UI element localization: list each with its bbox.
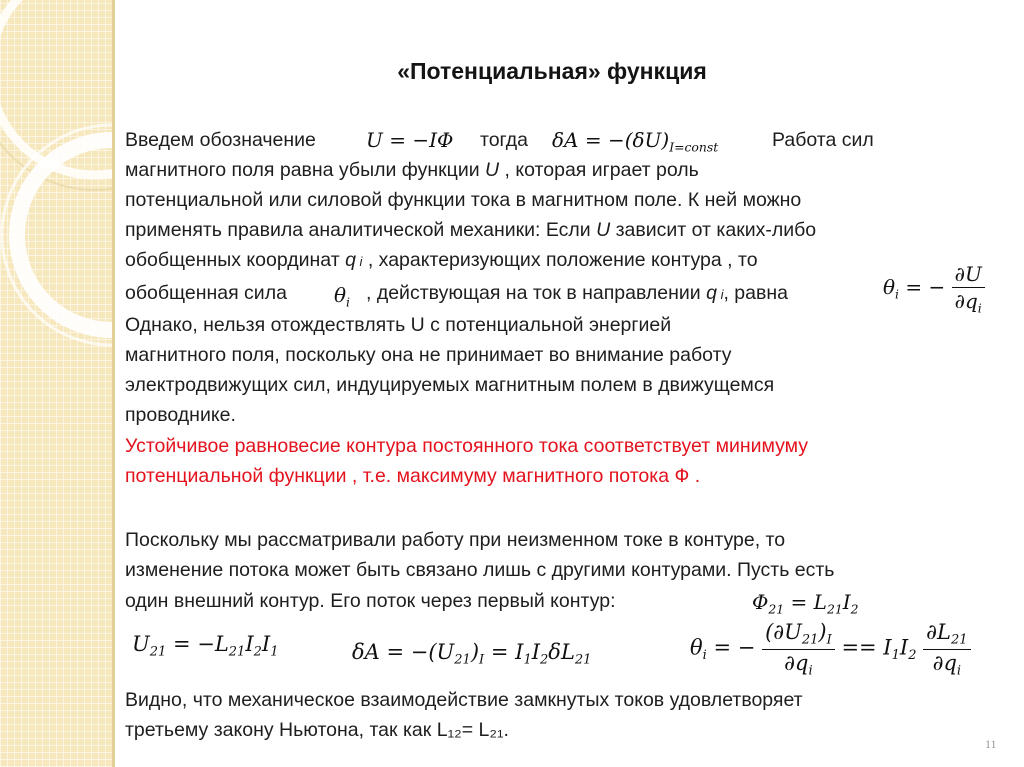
p3-line-2: третьему закону Ньютона, так как L₁₂= L₂₁. <box>125 719 509 741</box>
p1-line-6: обобщенная сила <box>125 282 287 304</box>
p1-line-8: магнитного поля, поскольку она не принимает во внимание работу <box>125 344 732 366</box>
p2-line-1: Поскольку мы рассматривали работу при неизменном токе в контуре, то <box>125 529 786 551</box>
p2-line-3: один внешний контур. Его поток через первый контур: <box>125 590 616 612</box>
p1-line-1-then: тогда <box>480 129 529 151</box>
formula-phi21: $\Phi_{21} = L_{21}I_2$ <box>752 590 859 617</box>
formula-theta21: $\theta_i$ = − $\frac{(\partial U_{21})_I}{\partial q_i}$ == $I_1I_2$ $\frac{\partial L_{21}}{\partial q_i}$ <box>690 620 971 678</box>
page-number: 11 <box>985 737 997 751</box>
decorative-rings <box>0 0 112 767</box>
p3-line-1: Видно, что механическое взаимодействие замкнутых токов удовлетворяет <box>125 689 803 711</box>
formula-u-def: U = −IΦ <box>366 128 454 152</box>
formula-u21: $U_{21} = -L_{21}I_2I_1$ <box>132 632 279 660</box>
p1-line-10: проводнике. <box>125 404 236 426</box>
p1-line-1: Введем обозначение <box>125 129 316 151</box>
p1-line-2: магнитного поля равна убыли функции U , которая играет роль <box>125 159 699 181</box>
p1-line-6-rest: , действующая на ток в направлении q i, равна <box>366 282 788 304</box>
p1-line-5: обобщенных координат q i , характеризующих положение контура , то <box>125 249 758 271</box>
formula-theta-derivative: $\theta_i$ = − $\frac{\partial U}{\partial q_i}$ <box>883 262 985 315</box>
p1-line-3: потенциальной или силовой функции тока в магнитном поле. К ней можно <box>125 189 802 211</box>
p1-line-1-work: Работа сил <box>772 129 874 151</box>
highlight-line-2: потенциальной функции , т.е. максимуму магнитного потока Ф . <box>125 465 701 487</box>
p2-line-2: изменение потока может быть связано лишь с другими контурами. Пусть есть <box>125 559 835 581</box>
p1-line-4: применять правила аналитической механики: Если U зависит от каких-либо <box>125 219 817 241</box>
p1-line-7: Однако, нельзя отождествлять U с потенциальной энергией <box>125 314 672 336</box>
highlight-line-1: Устойчивое равновесие контура постоянного тока соответствует минимуму <box>125 435 809 457</box>
p1-line-9: электродвижущих сил, индуцируемых магнитным полем в движущемся <box>125 374 775 396</box>
sidebar-divider <box>112 0 115 767</box>
formula-delta-a: $\delta A = -(\delta U)_{I=const}$ <box>552 128 719 155</box>
decorative-sidebar <box>0 0 112 767</box>
slide-title: «Потенциальная» функция <box>397 58 707 84</box>
formula-theta-inline: $\theta_i$ <box>334 283 351 310</box>
formula-delta-a21: $\delta A = -(U_{21})_I = I_1I_2\delta L_{21}$ <box>352 640 592 668</box>
